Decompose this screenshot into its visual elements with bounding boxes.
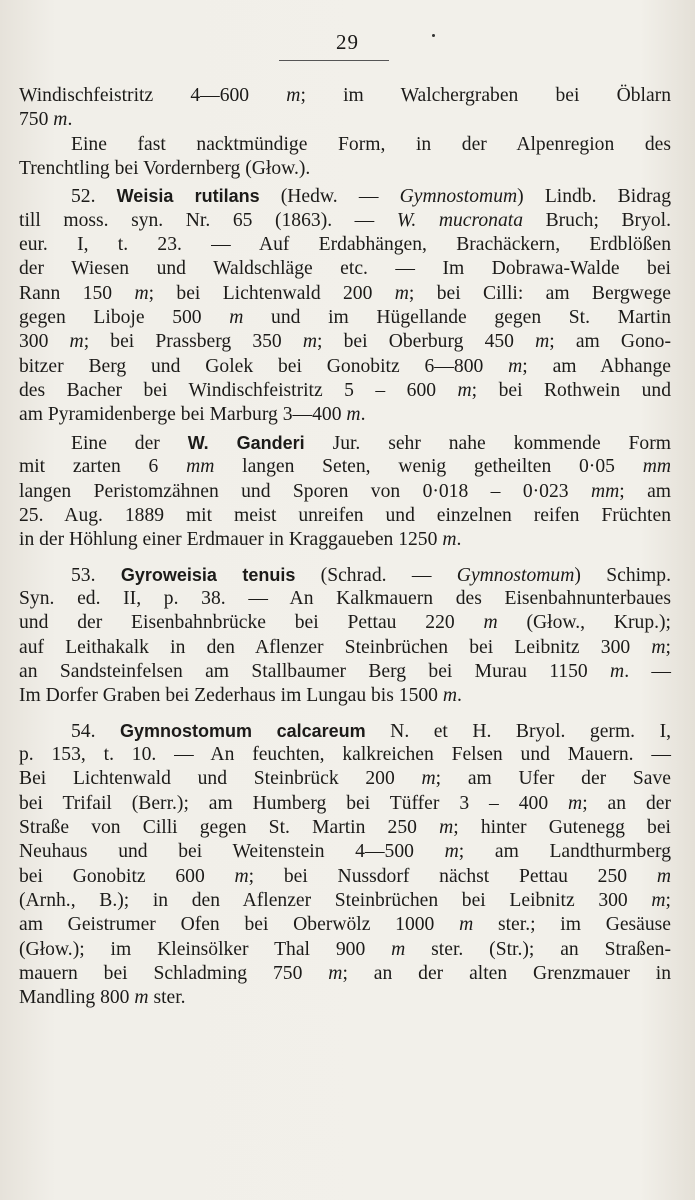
entry-53-heading-line bbox=[19, 563, 671, 587]
text-run: ) Lindb. Bidrag bbox=[517, 186, 672, 208]
text-run: ; im Walchergraben bei Öblarn bbox=[300, 85, 672, 106]
text-run: langen Seten, wenig getheilten 0·05 bbox=[214, 456, 643, 478]
italic-run: mm bbox=[590, 480, 620, 502]
text-run: Eine fast nacktmündige Form, in der Alpenregion des bbox=[71, 133, 671, 155]
text-run: (Głow., Krup.); bbox=[497, 612, 671, 634]
text-run: (Arnh., B.); in den Aflenzer Steinbrüchen bei Leibnitz 300 bbox=[19, 890, 652, 911]
species-name: Gymnostomum calcareum bbox=[120, 720, 366, 741]
species-name: W. Ganderi bbox=[187, 432, 305, 453]
text-run: ; am bbox=[619, 480, 672, 502]
italic-run: m bbox=[483, 612, 498, 634]
text-line bbox=[19, 636, 671, 660]
text-line bbox=[19, 330, 671, 354]
text-line bbox=[19, 306, 671, 330]
text-run: mit zarten 6 bbox=[19, 456, 187, 478]
text-run: ; an der alten Grenzmauer in bbox=[342, 963, 672, 985]
text-run: Eine der bbox=[71, 432, 188, 454]
text-run: ster. bbox=[148, 987, 186, 1009]
text-run: der Wiesen und Waldschläge etc. — Im Dobrawa-Walde bei bbox=[19, 258, 671, 280]
text-run: eur. I, t. 23. — Auf Erdabhängen, Brachäckern, Erdblößen bbox=[19, 234, 671, 256]
text-line bbox=[19, 792, 671, 816]
italic-run: m bbox=[656, 865, 671, 887]
text-run: Jur. sehr nahe kommende Form bbox=[304, 432, 671, 454]
italic-run: m bbox=[442, 529, 457, 551]
italic-run: m bbox=[442, 685, 458, 707]
italic-run: m bbox=[286, 85, 301, 106]
text-run: 54. bbox=[71, 720, 120, 742]
text-line bbox=[19, 455, 671, 479]
italic-run: m bbox=[234, 865, 249, 887]
text-run: ; bbox=[665, 636, 671, 658]
text-line bbox=[19, 938, 671, 962]
italic-run: m bbox=[328, 963, 343, 985]
italic-run: Gymnostomum bbox=[456, 564, 575, 586]
italic-run: m bbox=[229, 307, 244, 329]
text-run: ) Schimp. bbox=[574, 564, 671, 586]
italic-run: m bbox=[394, 282, 409, 304]
italic-run: Gymnostomum bbox=[399, 186, 518, 208]
text-run: (Głow.); im Kleinsölker Thal 900 bbox=[19, 938, 392, 960]
italic-run: m bbox=[610, 660, 625, 682]
print-speck bbox=[432, 34, 435, 37]
text-line bbox=[19, 431, 671, 455]
header-rule bbox=[279, 60, 389, 61]
text-line bbox=[19, 133, 671, 157]
italic-run: m bbox=[134, 987, 149, 1009]
text-line bbox=[19, 379, 671, 403]
italic-run: m bbox=[568, 792, 583, 814]
text-run: ster.; im Gesäuse bbox=[473, 914, 671, 936]
text-run: Im Dorfer Graben bei Zederhaus im Lungau bis 1500 bbox=[19, 685, 443, 707]
text-run: ; am Gono- bbox=[549, 331, 671, 353]
text-run: in der Höhlung einer Erdmauer in Kraggaueben 1250 bbox=[19, 529, 443, 551]
text-line bbox=[19, 986, 671, 1010]
text-run: 300 bbox=[19, 331, 70, 353]
body-text bbox=[19, 84, 671, 1011]
text-line bbox=[19, 403, 671, 427]
italic-run: mm bbox=[186, 456, 215, 478]
text-run: . bbox=[457, 685, 462, 707]
text-run: p. 153, t. 10. — An feuchten, kalkreichen Felsen und Mauern. — bbox=[19, 743, 671, 765]
text-run: Straße von Cilli gegen St. Martin 250 bbox=[19, 816, 440, 838]
text-run: Trenchtling bei Vordernberg (Głow.). bbox=[19, 158, 311, 180]
text-run: Mandling 800 bbox=[19, 987, 135, 1009]
species-name: Weisia rutilans bbox=[116, 186, 260, 207]
text-run: ; bei Nussdorf nächst Pettau 250 bbox=[248, 865, 657, 887]
text-line bbox=[19, 767, 671, 791]
italic-run: mm bbox=[642, 456, 671, 478]
page-number: 29 bbox=[336, 30, 359, 54]
species-name: Gyroweisia tenuis bbox=[120, 564, 296, 585]
text-line bbox=[19, 840, 671, 864]
italic-run: W. mucronata bbox=[396, 209, 524, 231]
text-run: bei Gonobitz 600 bbox=[19, 865, 235, 887]
text-run: N. et H. Bryol. germ. I, bbox=[365, 720, 671, 742]
text-run: am Pyramidenberge bei Marburg 3—400 bbox=[19, 404, 347, 426]
italic-run: m bbox=[651, 636, 666, 658]
text-run: bei Trifail (Berr.); am Humberg bei Tüffer 3 – 400 bbox=[19, 792, 569, 814]
text-run: Bei Lichtenwald und Steinbrück 200 bbox=[19, 768, 422, 790]
text-run: ; bei Cilli: am Bergwege bbox=[408, 282, 672, 304]
text-run: ; bei Lichtenwald 200 bbox=[148, 282, 395, 304]
text-run: 53. bbox=[71, 564, 121, 586]
text-run: und im Hügellande gegen St. Martin bbox=[243, 307, 671, 329]
text-run: bitzer Berg und Golek bei Gonobitz 6—800 bbox=[19, 355, 509, 377]
italic-run: m bbox=[457, 380, 472, 402]
italic-run: m bbox=[134, 282, 149, 304]
text-run: des Bacher bei Windischfeistritz 5 – 600 bbox=[19, 380, 458, 402]
italic-run: m bbox=[53, 109, 68, 131]
text-run: ; am Ufer der Save bbox=[435, 768, 671, 790]
italic-run: m bbox=[346, 404, 361, 426]
text-run: 25. Aug. 1889 mit meist unreifen und einzelnen reifen Früchten bbox=[19, 504, 671, 526]
text-line bbox=[19, 865, 671, 889]
italic-run: m bbox=[651, 890, 666, 911]
text-line bbox=[19, 743, 671, 767]
text-run: (Schrad. — bbox=[295, 564, 457, 586]
text-run: ; hinter Gutenegg bei bbox=[453, 816, 671, 838]
text-run: Neuhaus und bei Weitenstein 4—500 bbox=[19, 841, 445, 863]
text-line bbox=[19, 480, 671, 504]
text-line bbox=[19, 962, 671, 986]
text-run: Windischfeistritz 4—600 bbox=[19, 85, 287, 106]
text-run: Rann 150 bbox=[19, 282, 135, 304]
text-run: ; bei Prassberg 350 bbox=[83, 331, 303, 353]
text-line bbox=[19, 233, 671, 257]
italic-run: m bbox=[391, 938, 406, 960]
text-run: auf Leithakalk in den Aflenzer Steinbrüchen bei Leibnitz 300 bbox=[19, 636, 652, 658]
text-line bbox=[19, 157, 671, 181]
text-run: Bruch; Bryol. bbox=[523, 209, 672, 231]
text-line bbox=[19, 684, 671, 708]
italic-run: m bbox=[69, 331, 84, 353]
text-run: . bbox=[456, 529, 462, 551]
text-run: till moss. syn. Nr. 65 (1863). — bbox=[19, 209, 397, 231]
text-run: an Sandsteinfelsen am Stallbaumer Berg bei Murau 1150 bbox=[19, 660, 611, 682]
text-line bbox=[19, 355, 671, 379]
text-run: ; an der bbox=[582, 792, 671, 814]
text-line bbox=[19, 84, 671, 108]
text-run: . bbox=[67, 109, 73, 131]
italic-run: m bbox=[302, 331, 318, 353]
text-line bbox=[19, 660, 671, 684]
text-line bbox=[19, 108, 671, 132]
text-run: am Geistrumer Ofen bei Oberwölz 1000 bbox=[19, 914, 460, 936]
text-run: 52. bbox=[71, 186, 117, 208]
text-line bbox=[19, 282, 671, 306]
text-run: mauern bei Schladming 750 bbox=[19, 963, 329, 985]
text-run: (Hedw. — bbox=[259, 186, 400, 208]
text-line bbox=[19, 504, 671, 528]
italic-run: m bbox=[421, 768, 436, 790]
text-run: gegen Liboje 500 bbox=[19, 307, 230, 329]
text-run: ster. (Str.); an Straßen- bbox=[405, 938, 671, 960]
entry-54-heading-line bbox=[19, 719, 671, 743]
entry-52-heading-line bbox=[19, 184, 671, 208]
italic-run: m bbox=[439, 816, 454, 838]
text-run: ; bbox=[665, 890, 671, 911]
text-run: . bbox=[360, 404, 366, 426]
italic-run: m bbox=[508, 355, 523, 377]
italic-run: m bbox=[444, 841, 459, 863]
text-run: . — bbox=[624, 660, 671, 682]
text-line bbox=[19, 257, 671, 281]
text-line bbox=[19, 587, 671, 611]
italic-run: m bbox=[459, 914, 474, 936]
text-line bbox=[19, 528, 671, 552]
text-run: 750 bbox=[19, 109, 54, 131]
text-run: ; am Abhange bbox=[522, 355, 672, 377]
text-line bbox=[19, 611, 671, 635]
text-line bbox=[19, 913, 671, 937]
text-line bbox=[19, 889, 671, 913]
text-run: und der Eisenbahnbrücke bei Pettau 220 bbox=[19, 612, 484, 634]
text-run: langen Peristomzähnen und Sporen von 0·018 – 0·023 bbox=[19, 480, 591, 502]
text-run: ; am Landthurmberg bbox=[458, 841, 671, 863]
text-run: ; bei Rothwein und bbox=[471, 380, 672, 402]
italic-run: m bbox=[535, 331, 550, 353]
text-run: Syn. ed. II, p. 38. — An Kalkmauern des Eisenbahnunterbaues bbox=[19, 587, 671, 609]
text-line bbox=[19, 209, 671, 233]
text-line bbox=[19, 816, 671, 840]
text-run: ; bei Oberburg 450 bbox=[317, 331, 536, 353]
